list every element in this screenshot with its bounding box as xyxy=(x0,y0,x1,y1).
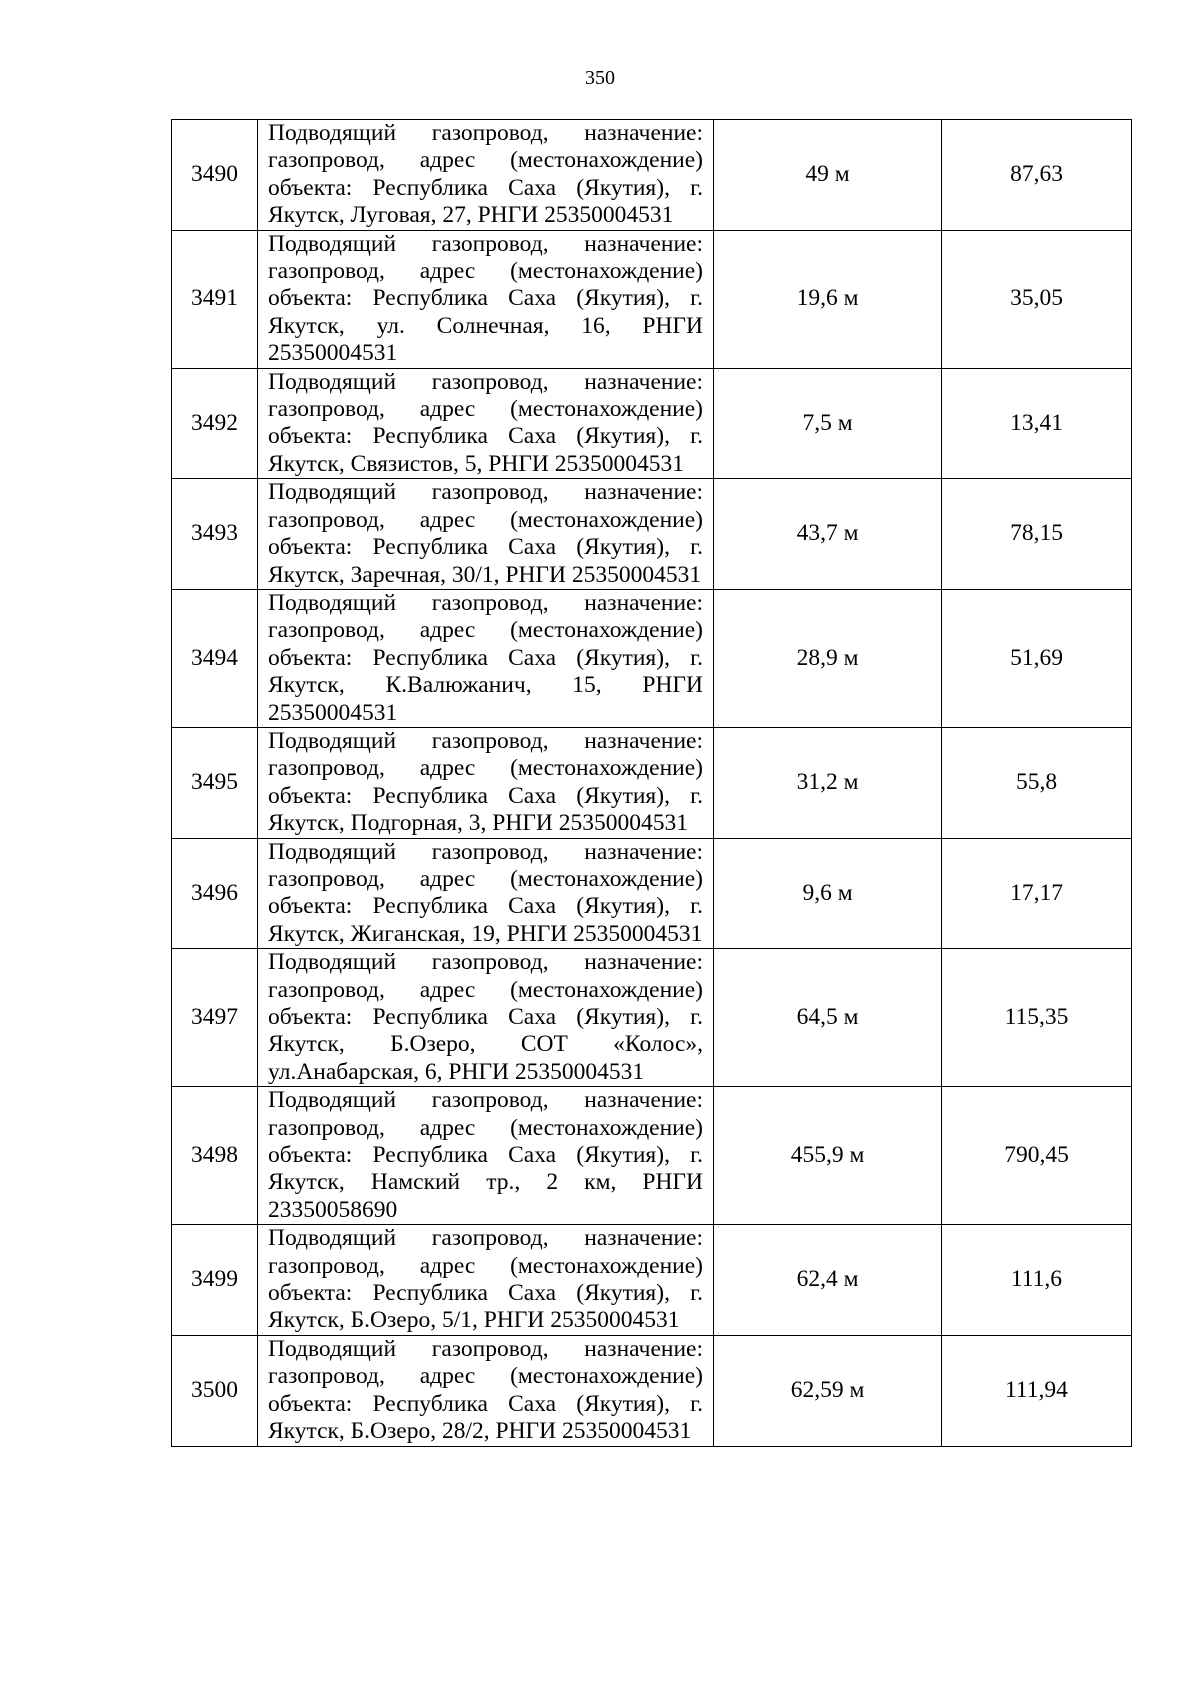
row-length: 9,6 м xyxy=(802,879,853,906)
row-value: 78,15 xyxy=(1010,520,1063,547)
description-cell xyxy=(258,838,714,949)
row-number-cell xyxy=(172,1225,258,1336)
row-number: 3496 xyxy=(191,879,238,906)
length-cell xyxy=(714,1225,942,1336)
table-body xyxy=(172,120,1132,1447)
property-table xyxy=(171,119,1132,1447)
row-number-cell xyxy=(172,230,258,368)
length-cell xyxy=(714,1087,942,1225)
table-row xyxy=(172,230,1132,368)
row-number-cell xyxy=(172,1087,258,1225)
row-value: 55,8 xyxy=(1015,769,1058,796)
row-number-cell xyxy=(172,368,258,479)
table-row xyxy=(172,120,1132,231)
row-length: 19,6 м xyxy=(796,285,859,312)
row-number: 3490 xyxy=(191,161,238,188)
row-number: 3494 xyxy=(191,644,238,671)
row-description: Подводящий газопровод, назначение: газопровод, адрес (местонахождение) объекта: Республика Саха (Якутия), г. Якутск, Подгорная, 3, РНГИ 25350004531 xyxy=(268,727,703,837)
row-number: 3491 xyxy=(191,285,238,312)
value-cell xyxy=(942,120,1132,231)
row-value: 51,69 xyxy=(1010,644,1063,671)
row-number-cell xyxy=(172,120,258,231)
length-cell xyxy=(714,120,942,231)
row-number-cell xyxy=(172,1335,258,1446)
description-cell xyxy=(258,589,714,727)
length-cell xyxy=(714,1335,942,1446)
table-row xyxy=(172,1225,1132,1336)
value-cell xyxy=(942,230,1132,368)
row-length: 64,5 м xyxy=(796,1004,859,1030)
table-row xyxy=(172,1335,1132,1446)
row-value: 111,94 xyxy=(1005,1376,1068,1403)
row-length: 455,9 м xyxy=(790,1142,865,1169)
row-value: 35,05 xyxy=(1010,285,1063,312)
table-row xyxy=(172,727,1132,838)
row-length: 31,2 м xyxy=(796,769,859,796)
description-cell xyxy=(258,949,714,1087)
row-number-cell xyxy=(172,949,258,1087)
table-row xyxy=(172,949,1132,1087)
row-length: 49 м xyxy=(805,161,850,188)
row-number: 3493 xyxy=(191,520,238,547)
row-value: 115,35 xyxy=(1004,1004,1069,1030)
row-value: 111,6 xyxy=(1010,1266,1063,1293)
value-cell xyxy=(942,479,1132,590)
row-number: 3500 xyxy=(191,1376,238,1403)
length-cell xyxy=(714,949,942,1087)
row-value: 790,45 xyxy=(1004,1142,1069,1169)
row-number: 3497 xyxy=(191,1004,238,1030)
row-description: Подводящий газопровод, назначение: газопровод, адрес (местонахождение) объекта: Республика Саха (Якутия), г. Якутск, Луговая, 27, РНГИ 25350004531 xyxy=(268,120,703,229)
page-number: 350 xyxy=(585,67,615,89)
table-row xyxy=(172,368,1132,479)
row-length: 28,9 м xyxy=(796,644,859,671)
row-value: 17,17 xyxy=(1010,879,1063,906)
row-number-cell xyxy=(172,727,258,838)
row-number: 3498 xyxy=(191,1142,238,1169)
description-cell xyxy=(258,368,714,479)
row-length: 62,59 м xyxy=(790,1376,865,1403)
table-row xyxy=(172,479,1132,590)
row-description: Подводящий газопровод, назначение: газопровод, адрес (местонахождение) объекта: Республика Саха (Якутия), г. Якутск, Б.Озеро, 5/1, РНГИ 25350004531 xyxy=(268,1225,703,1334)
row-number: 3492 xyxy=(191,409,238,436)
row-value: 87,63 xyxy=(1010,161,1063,188)
description-cell xyxy=(258,1225,714,1336)
table-row xyxy=(172,1087,1132,1225)
row-description: Подводящий газопровод, назначение: газопровод, адрес (местонахождение) объекта: Республика Саха (Якутия), г. Якутск, Связистов, 5, РНГИ 25350004531 xyxy=(268,368,703,477)
row-number-cell xyxy=(172,589,258,727)
value-cell xyxy=(942,368,1132,479)
description-cell xyxy=(258,727,714,838)
row-length: 43,7 м xyxy=(796,520,859,547)
table-row xyxy=(172,838,1132,949)
row-description: Подводящий газопровод, назначение: газопровод, адрес (местонахождение) объекта: Республика Саха (Якутия), г. Якутск, Намский тр., 2 км, РНГИ 23350058690 xyxy=(268,1087,703,1223)
value-cell xyxy=(942,1087,1132,1225)
row-length: 62,4 м xyxy=(796,1266,859,1293)
row-number: 3495 xyxy=(191,769,238,796)
length-cell xyxy=(714,589,942,727)
value-cell xyxy=(942,1335,1132,1446)
value-cell xyxy=(942,1225,1132,1336)
row-number: 3499 xyxy=(191,1266,238,1293)
description-cell xyxy=(258,1335,714,1446)
value-cell xyxy=(942,838,1132,949)
row-number-cell xyxy=(172,838,258,949)
length-cell xyxy=(714,368,942,479)
row-description: Подводящий газопровод, назначение: газопровод, адрес (местонахождение) объекта: Республика Саха (Якутия), г. Якутск, Жиганская, 19, РНГИ 25350004531 xyxy=(268,838,703,947)
length-cell xyxy=(714,838,942,949)
description-cell xyxy=(258,1087,714,1225)
description-cell xyxy=(258,230,714,368)
row-number-cell xyxy=(172,479,258,590)
row-description: Подводящий газопровод, назначение: газопровод, адрес (местонахождение) объекта: Республика Саха (Якутия), г. Якутск, Б.Озеро, СОТ «Колос», ул.Анабарская, 6, РНГИ 25350004531 xyxy=(268,949,703,1085)
row-length: 7,5 м xyxy=(802,409,853,436)
row-description: Подводящий газопровод, назначение: газопровод, адрес (местонахождение) объекта: Республика Саха (Якутия), г. Якутск, К.Валюжанич, 15, РНГИ 25350004531 xyxy=(268,589,703,726)
row-description: Подводящий газопровод, назначение: газопровод, адрес (местонахождение) объекта: Республика Саха (Якутия), г. Якутск, ул. Солнечная, 16, РНГИ 25350004531 xyxy=(268,230,703,367)
length-cell xyxy=(714,479,942,590)
length-cell xyxy=(714,230,942,368)
description-cell xyxy=(258,120,714,231)
value-cell xyxy=(942,589,1132,727)
value-cell xyxy=(942,949,1132,1087)
row-description: Подводящий газопровод, назначение: газопровод, адрес (местонахождение) объекта: Республика Саха (Якутия), г. Якутск, Б.Озеро, 28/2, РНГИ 25350004531 xyxy=(268,1335,703,1445)
table-row xyxy=(172,589,1132,727)
value-cell xyxy=(942,727,1132,838)
description-cell xyxy=(258,479,714,590)
length-cell xyxy=(714,727,942,838)
row-description: Подводящий газопровод, назначение: газопровод, адрес (местонахождение) объекта: Республика Саха (Якутия), г. Якутск, Заречная, 30/1, РНГИ 25350004531 xyxy=(268,479,703,588)
row-value: 13,41 xyxy=(1010,409,1063,436)
